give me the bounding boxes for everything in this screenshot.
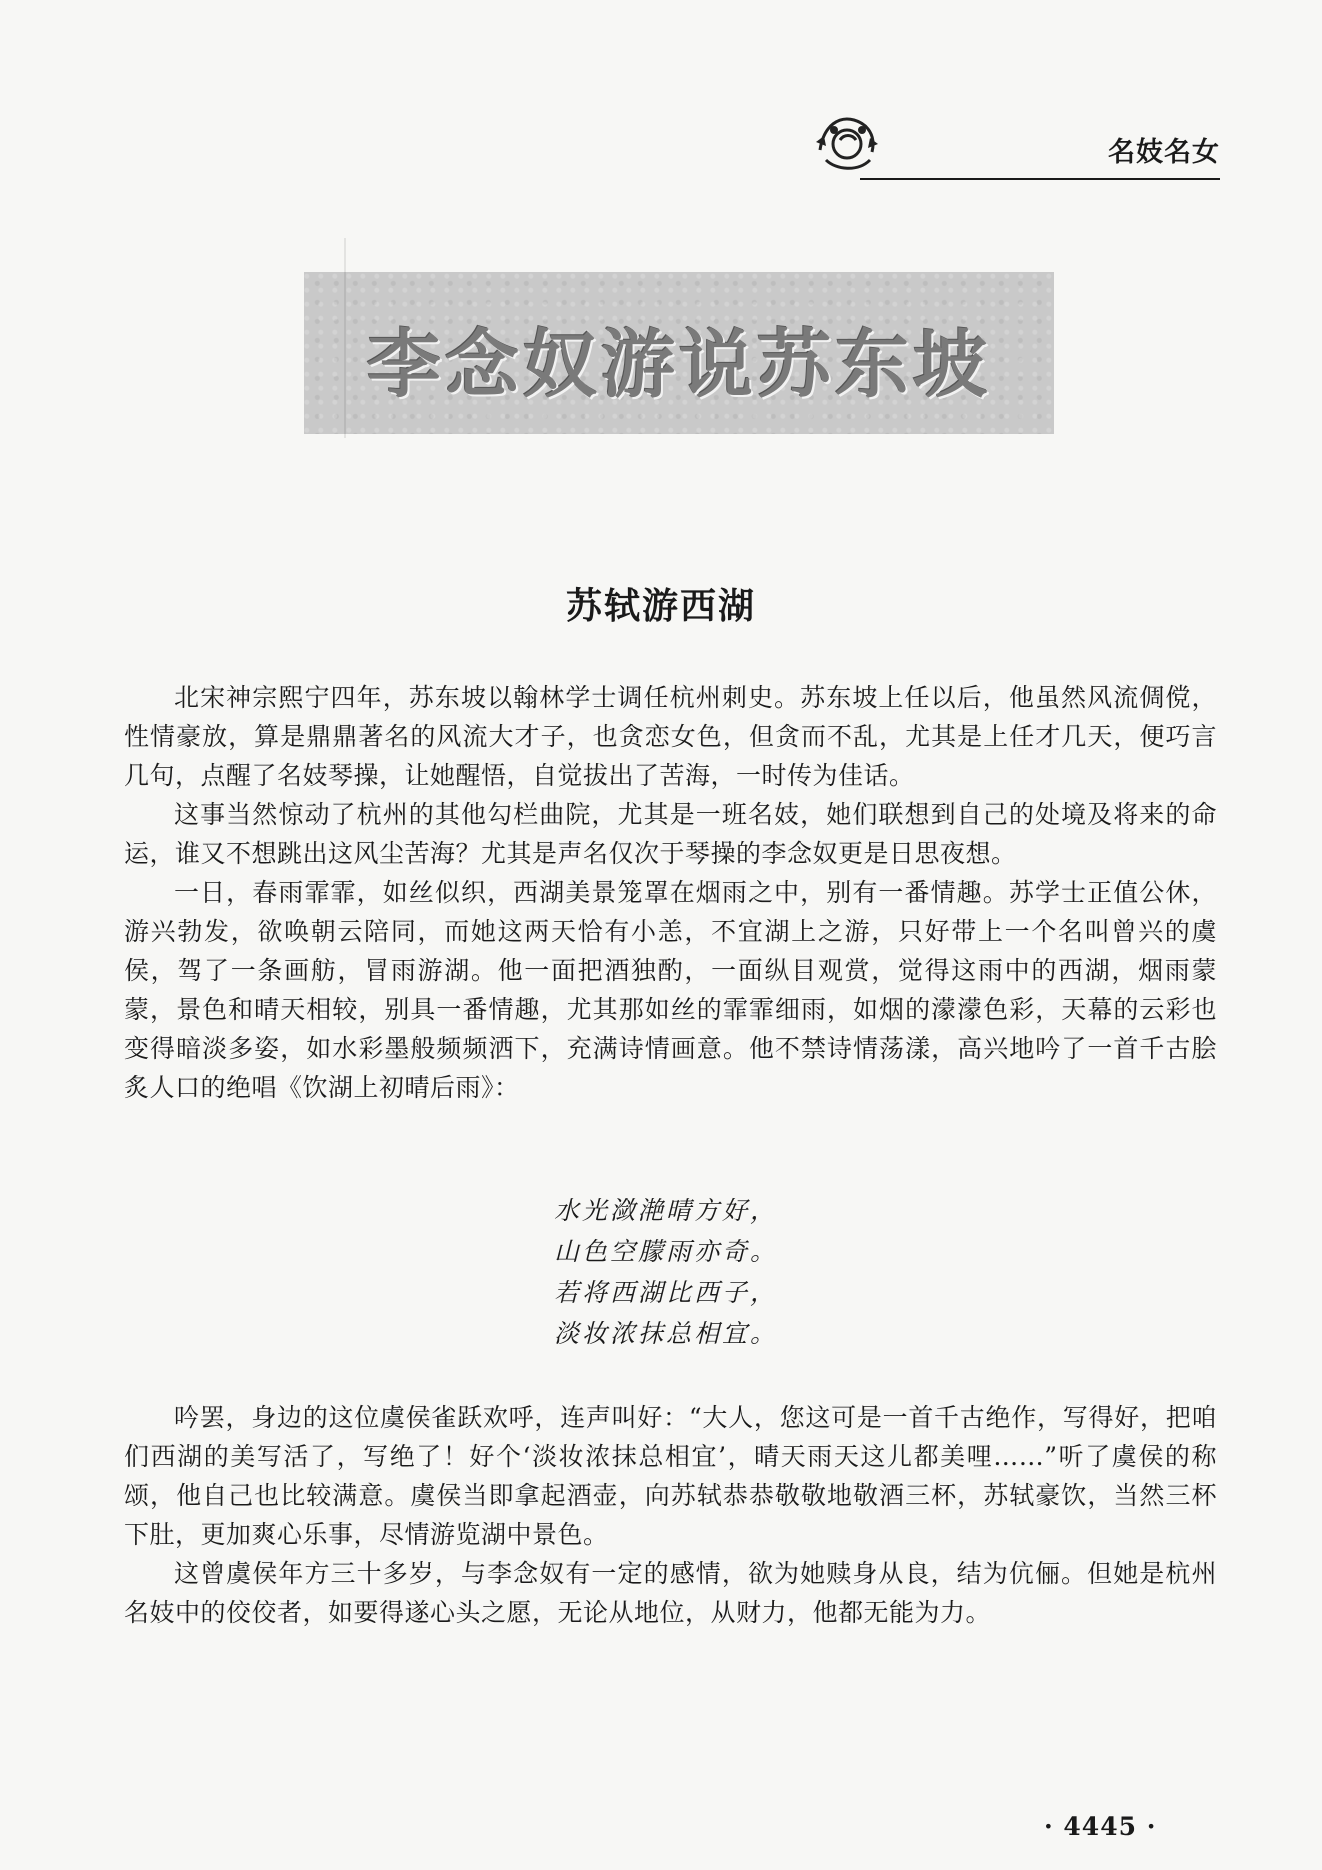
- paragraph: 一日，春雨霏霏，如丝似织，西湖美景笼罩在烟雨之中，别有一番情趣。苏学士正值公休，游兴勃发，欲唤朝云陪同，而她这两天恰有小恙，不宜湖上之游，只好带上一个名叫曾兴的虞侯，驾了一条画舫，冒雨游湖。他一面把酒独酌，一面纵目观赏，觉得这雨中的西湖，烟雨蒙蒙，景色和晴天相较，别具一番情趣，尤其那如丝的霏霏细雨，如烟的濛濛色彩，天幕的云彩也变得暗淡多姿，如水彩墨般频频洒下，充满诗情画意。他不禁诗情荡漾，高兴地吟了一首千古脍炙人口的绝唱《饮湖上初晴后雨》：: [124, 878, 1217, 1102]
- section-heading: 苏轼游西湖: [565, 586, 756, 627]
- poem: [554, 1190, 854, 1354]
- paragraph: 北宋神宗熙宁四年，苏东坡以翰林学士调任杭州刺史。苏东坡上任以后，他虽然风流倜傥，性情豪放，算是鼎鼎著名的风流大才子，也贪恋女色，但贪而不乱，尤其是上任才几天，便巧言几句，点醒了名妓琴操，让她醒悟，自觉拔出了苦海，一时传为佳话。: [124, 683, 1217, 790]
- poem-line: 若将西湖比西子，: [554, 1278, 779, 1307]
- title-banner: [304, 272, 1054, 434]
- poem-line: 山色空朦雨亦奇。: [554, 1237, 779, 1266]
- header-rule: [860, 178, 1220, 180]
- paragraph: 吟罢，身边的这位虞侯雀跃欢呼，连声叫好：“大人，您这可是一首千古绝作，写得好，把咱们西湖的美写活了，写绝了！好个‘淡妆浓抹总相宜’，晴天雨天这儿都美哩……”听了虞侯的称颂，他自己也比较满意。虞侯当即拿起酒壶，向苏轼恭恭敬敬地敬酒三杯，苏轼豪饮，当然三杯下肚，更加爽心乐事，尽情游览湖中景色。: [124, 1403, 1217, 1549]
- section-name: 名妓名女: [1108, 137, 1220, 168]
- paragraph: 这事当然惊动了杭州的其他勾栏曲院，尤其是一班名妓，她们联想到自己的处境及将来的命运，谁又不想跳出这风尘苦海？尤其是声名仅次于琴操的李念奴更是日思夜想。: [124, 800, 1217, 868]
- body-text-bottom: [124, 1398, 1217, 1632]
- poem-line: 水光潋滟晴方好，: [554, 1196, 779, 1225]
- article-title: 李念奴游说苏东坡: [367, 322, 991, 408]
- dragon-ornament-icon: [810, 110, 884, 176]
- page-number: · 4445 ·: [1044, 1812, 1157, 1841]
- paragraph: 这曾虞侯年方三十多岁，与李念奴有一定的感情，欲为她赎身从良，结为伉俪。但她是杭州名妓中的佼佼者，如要得遂心头之愿，无论从地位，从财力，他都无能为力。: [124, 1559, 1217, 1627]
- running-header: [790, 110, 1220, 188]
- poem-line: 淡妆浓抹总相宜。: [554, 1319, 779, 1348]
- body-text-top: [124, 678, 1217, 1107]
